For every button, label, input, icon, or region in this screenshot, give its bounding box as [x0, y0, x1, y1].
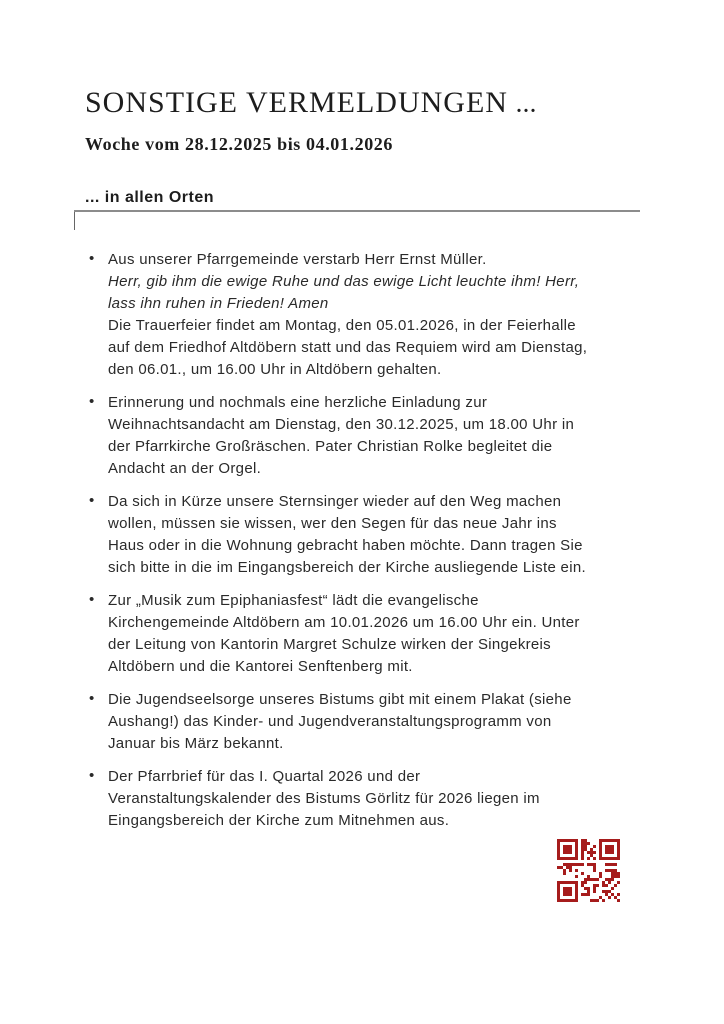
announcement-item	[88, 766, 648, 832]
announcement-line: Altdöbern und die Kantorei Senftenberg mit.	[108, 658, 413, 675]
bullet-icon: •	[89, 250, 95, 267]
bullet-icon: •	[89, 591, 95, 608]
bullet-icon: •	[89, 393, 95, 410]
announcement-line: Die Trauerfeier findet am Montag, den 05.01.2026, in der Feierhalle	[108, 317, 576, 334]
announcement-item	[88, 689, 648, 755]
announcement-item	[88, 590, 648, 678]
announcement-line: der Leitung von Kantorin Margret Schulze wirken der Singekreis	[108, 636, 551, 653]
page-title-ellipsis: ...	[516, 95, 538, 117]
announcement-line: Weihnachtsandacht am Dienstag, den 30.12.2025, um 18.00 Uhr in	[108, 416, 575, 433]
announcement-line: Eingangsbereich der Kirche zum Mitnehmen aus.	[108, 812, 450, 829]
section-header: ... in allen Orten	[85, 189, 215, 206]
announcement-line: der Pfarrkirche Großräschen. Pater Christian Rolke begleitet die	[108, 438, 553, 455]
bullet-icon: •	[89, 767, 95, 784]
week-range: Woche vom 28.12.2025 bis 04.01.2026	[85, 134, 394, 154]
announcement-item	[88, 491, 648, 579]
bullet-icon: •	[89, 492, 95, 509]
announcement-line: Kirchengemeinde Altdöbern am 10.01.2026 um 16.00 Uhr ein. Unter	[108, 614, 580, 631]
announcement-line: sich bitte in die im Eingangsbereich der Kirche ausliegende Liste ein.	[108, 559, 586, 576]
announcement-list	[88, 249, 648, 832]
announcement-line: auf dem Friedhof Altdöbern statt und das Requiem wird am Dienstag,	[108, 339, 588, 356]
announcement-line: Der Pfarrbrief für das I. Quartal 2026 und der	[108, 768, 421, 785]
announcement-line: Herr, gib ihm die ewige Ruhe und das ewige Licht leuchte ihm! Herr,	[108, 273, 580, 290]
announcement-item	[88, 392, 648, 480]
announcement-line: den 06.01., um 16.00 Uhr in Altdöbern gehalten.	[108, 361, 442, 378]
page-title-text: SONSTIGE VERMELDUNGEN	[85, 86, 508, 119]
announcement-line: wollen, müssen sie wissen, wer den Segen für das neue Jahr ins	[108, 515, 557, 532]
announcement-line: Erinnerung und nochmals eine herzliche Einladung zur	[108, 394, 488, 411]
announcement-line: Zur „Musik zum Epiphaniasfest“ lädt die evangelische	[108, 592, 479, 609]
announcement-line: lass ihn ruhen in Frieden! Amen	[108, 295, 329, 312]
announcement-line: Aushang!) das Kinder- und Jugendveranstaltungsprogramm von	[108, 713, 552, 730]
announcement-line: Haus oder in die Wohnung gebracht haben möchte. Dann tragen Sie	[108, 537, 583, 554]
frame-corner-mark	[74, 212, 75, 230]
announcement-line: Aus unserer Pfarrgemeinde verstarb Herr Ernst Müller.	[108, 251, 487, 268]
bullet-icon: •	[89, 690, 95, 707]
section	[74, 189, 640, 212]
section-divider	[74, 210, 640, 212]
page-title	[85, 86, 724, 120]
announcement-line: Januar bis März bekannt.	[108, 735, 284, 752]
announcement-line: Andacht an der Orgel.	[108, 460, 262, 477]
announcement-item	[88, 249, 648, 381]
announcement-line: Die Jugendseelsorge unseres Bistums gibt mit einem Plakat (siehe	[108, 691, 572, 708]
announcement-line: Da sich in Kürze unsere Sternsinger wieder auf den Weg machen	[108, 493, 562, 510]
announcement-line: Veranstaltungskalender des Bistums Görlitz für 2026 liegen im	[108, 790, 540, 807]
qr-code	[557, 839, 620, 902]
